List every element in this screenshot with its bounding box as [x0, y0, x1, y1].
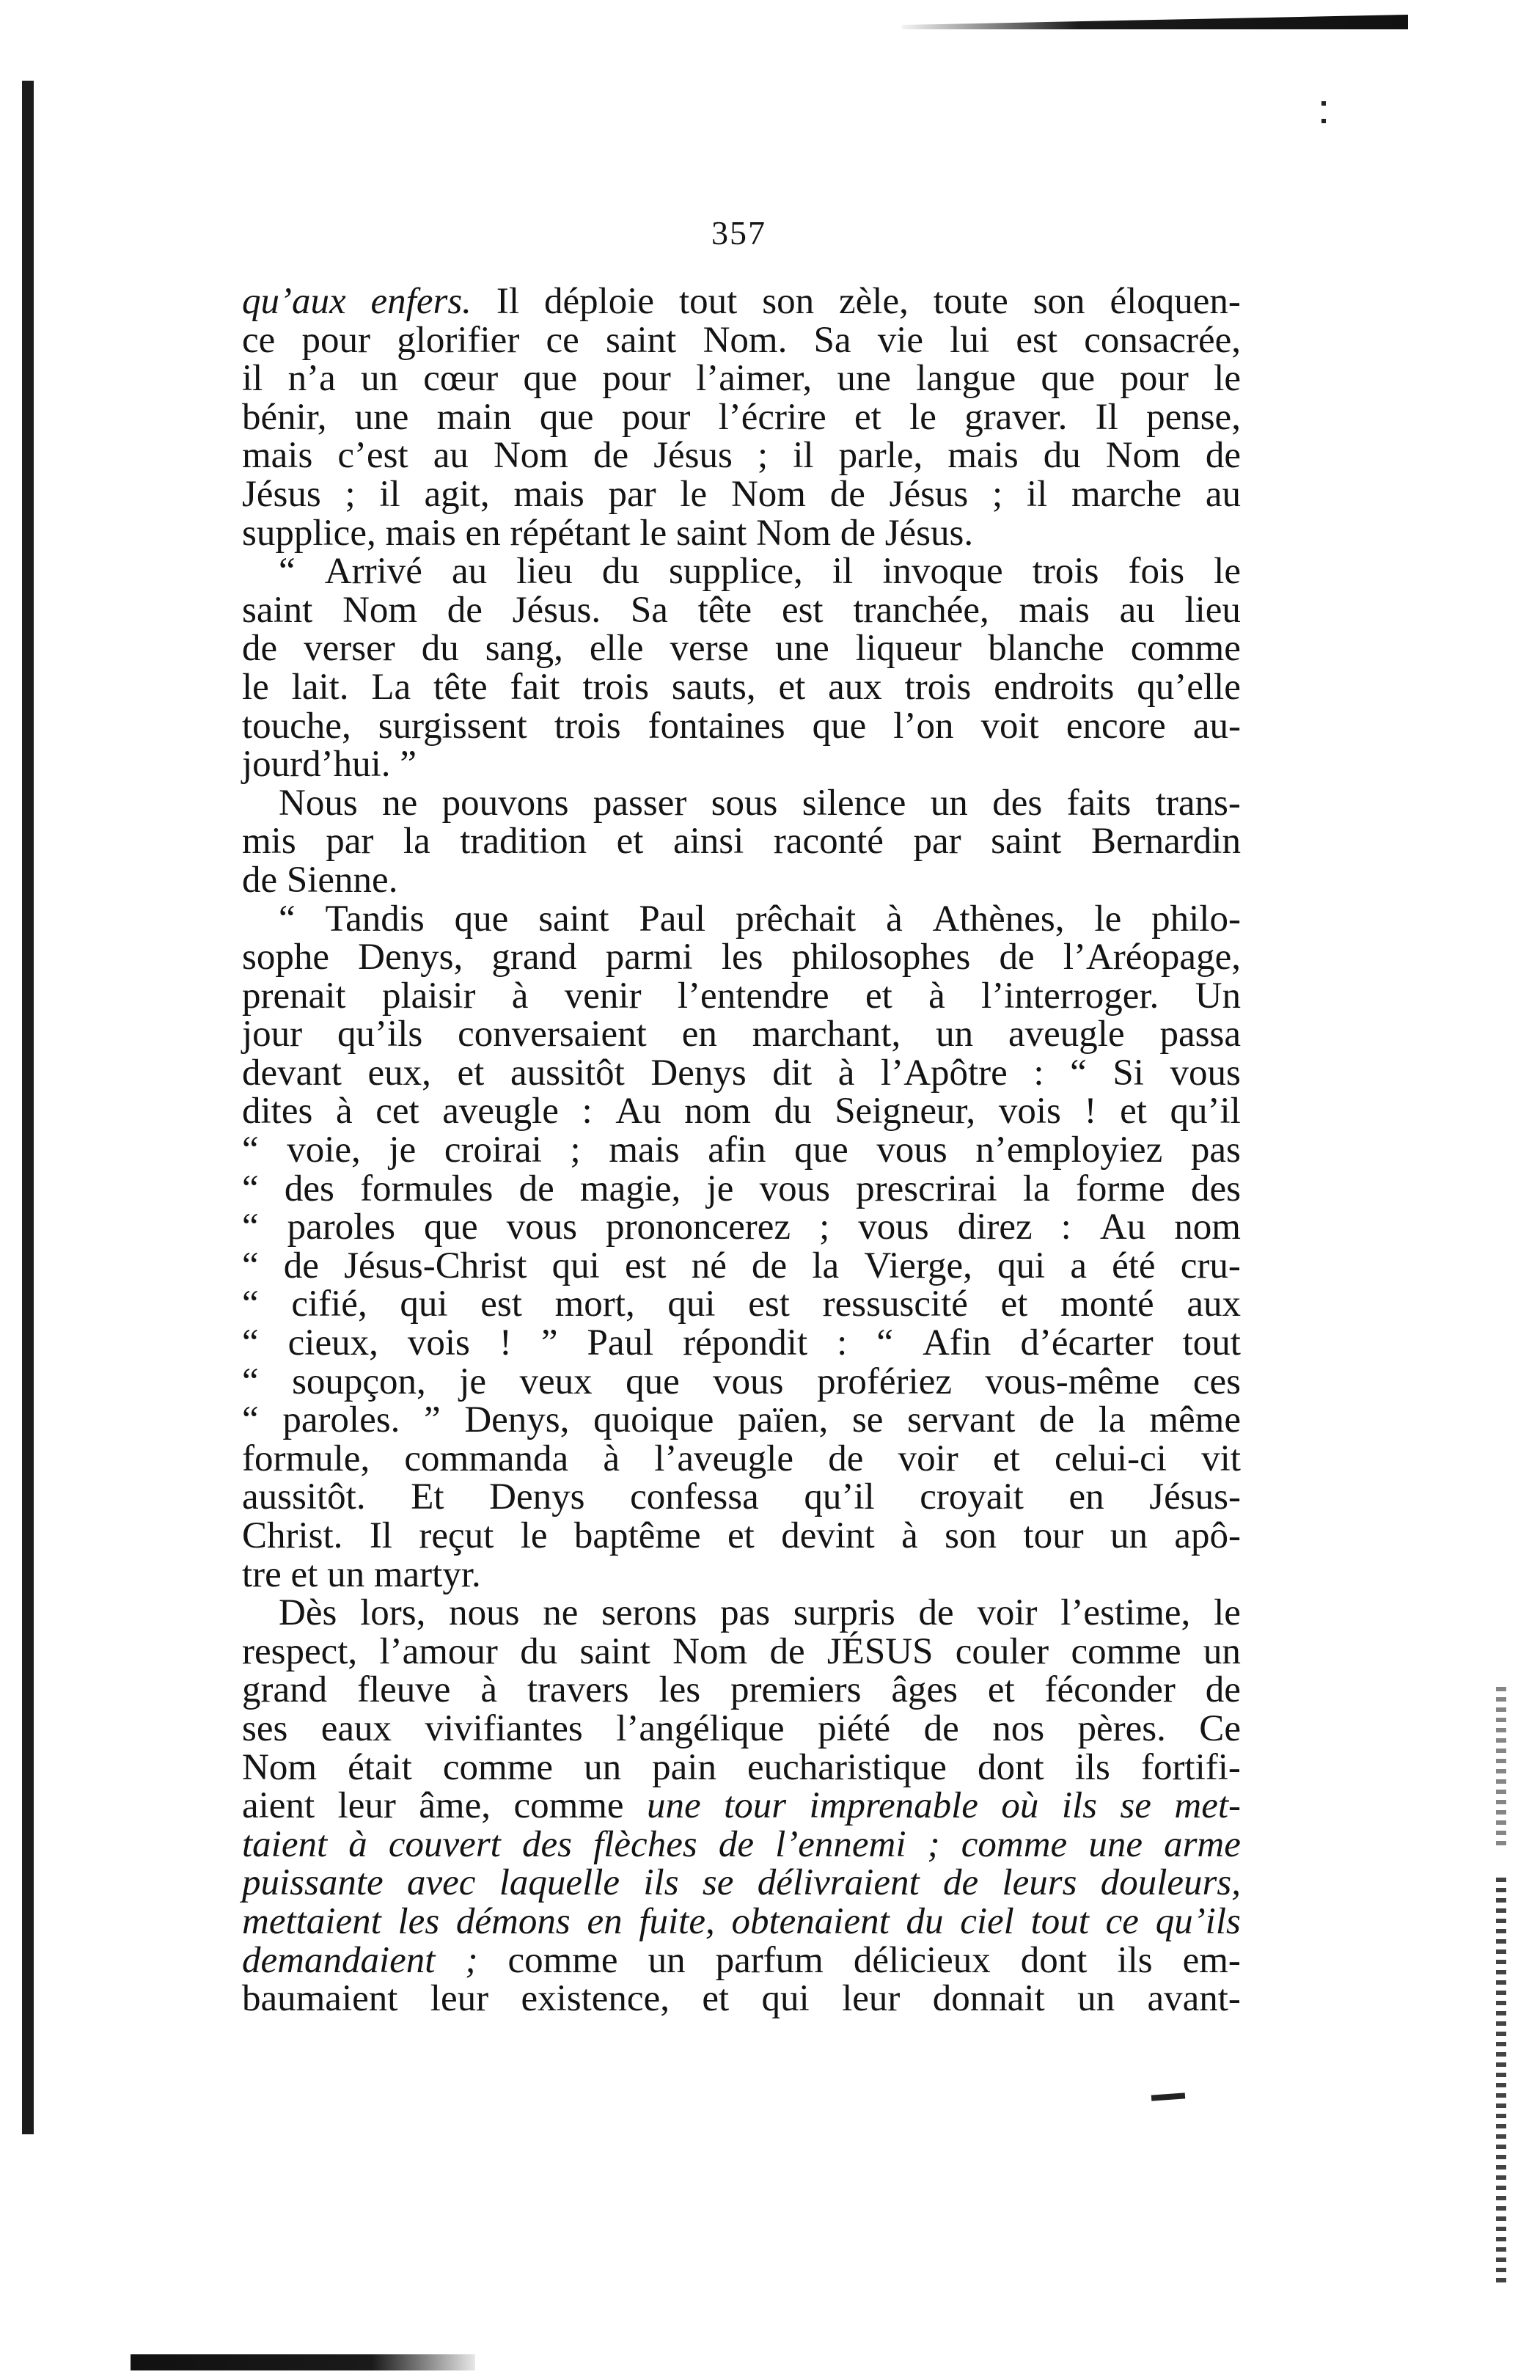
text-line: demandaient ; comme un parfum délicieux dont ils em-: [242, 1939, 1241, 1981]
text-line: Jésus ; il agit, mais par le Nom de Jésus ; il marche au: [242, 473, 1241, 515]
text-line: Dès lors, nous ne serons pas surpris de voir l’estime, le: [279, 1592, 1241, 1634]
text-line: mis par la tradition et ainsi raconté par saint Bernardin: [242, 821, 1241, 863]
text-line: touche, surgissent trois fontaines que l’on voit encore au-: [242, 705, 1241, 747]
scan-speck: [1151, 2092, 1185, 2101]
text-line: “ de Jésus-Christ qui est né de la Vierge, qui a été cru-: [242, 1245, 1241, 1286]
text-line: formule, commanda à l’aveugle de voir et celui-ci vit: [242, 1438, 1241, 1479]
text-line: de verser du sang, elle verse une liqueur blanche comme: [242, 628, 1241, 670]
text-line: ce pour glorifier ce saint Nom. Sa vie lui est consacrée,: [242, 319, 1241, 361]
text-line: “ voie, je croirai ; mais afin que vous n’employiez pas: [242, 1129, 1241, 1171]
text-line: prenait plaisir à venir l’entendre et à l’interroger. Un: [242, 975, 1241, 1017]
text-line: “ soupçon, je veux que vous profériez vous-même ces: [242, 1361, 1241, 1402]
body-text: [242, 282, 1241, 2018]
text-line: le lait. La tête fait trois sauts, et aux trois endroits qu’elle: [242, 666, 1241, 708]
scan-border-bottom: [131, 2354, 475, 2370]
text-line: saint Nom de Jésus. Sa tête est tranchée, mais au lieu: [242, 589, 1241, 631]
text-line: aussitôt. Et Denys confessa qu’il croyait en Jésus-: [242, 1476, 1241, 1518]
text-line: “ Arrivé au lieu du supplice, il invoque trois fois le: [279, 551, 1241, 593]
text-line: tre et un martyr.: [242, 1553, 481, 1595]
text-line: “ paroles que vous prononcerez ; vous direz : Au nom: [242, 1207, 1241, 1248]
page-number: 357: [711, 214, 766, 252]
text-line: puissante avec laquelle ils se délivraient de leurs douleurs,: [242, 1862, 1241, 1904]
text-line: Christ. Il reçut le baptême et devint à son tour un apô-: [242, 1515, 1241, 1556]
text-line: aient leur âme, comme une tour imprenable où ils se met-: [242, 1785, 1241, 1827]
text-line: grand fleuve à travers les premiers âges et féconder de: [242, 1669, 1241, 1711]
scan-edge-speckle: [1496, 1687, 1506, 1848]
text-line: baumaient leur existence, et qui leur donnait un avant-: [242, 1978, 1241, 2020]
text-line: taient à couvert des flèches de l’ennemi ; comme une arme: [242, 1823, 1241, 1865]
scan-border-top: [902, 15, 1408, 29]
text-line: mais c’est au Nom de Jésus ; il parle, mais du Nom de: [242, 435, 1241, 477]
text-line: jour qu’ils conversaient en marchant, un aveugle passa: [242, 1014, 1241, 1055]
text-line: supplice, mais en répétant le saint Nom de Jésus.: [242, 512, 974, 554]
text-line: respect, l’amour du saint Nom de JÉSUS couler comme un: [242, 1630, 1241, 1672]
text-line: qu’aux enfers. Il déploie tout son zèle, toute son éloquen-: [242, 281, 1241, 322]
text-line: dites à cet aveugle : Au nom du Seigneur, vois ! et qu’il: [242, 1091, 1241, 1132]
text-line: “ paroles. ” Denys, quoique païen, se servant de la même: [242, 1399, 1241, 1441]
scan-speck: [1321, 101, 1326, 126]
text-line: bénir, une main que pour l’écrire et le graver. Il pense,: [242, 396, 1241, 438]
text-line: mettaient les démons en fuite, obtenaient du ciel tout ce qu’ils: [242, 1900, 1241, 1942]
text-line: “ Tandis que saint Paul prêchait à Athènes, le philo-: [279, 898, 1241, 940]
text-line: jourd’hui. ”: [242, 744, 417, 786]
text-line: “ des formules de magie, je vous prescrirai la forme des: [242, 1168, 1241, 1209]
text-line: ses eaux vivifiantes l’angélique piété de nos pères. Ce: [242, 1707, 1241, 1749]
text-line: sophe Denys, grand parmi les philosophes de l’Aréopage,: [242, 937, 1241, 978]
text-line: “ cieux, vois ! ” Paul répondit : “ Afin d’écarter tout: [242, 1322, 1241, 1364]
scan-border-left: [22, 81, 34, 2134]
text-line: de Sienne.: [242, 859, 398, 901]
text-line: Nous ne pouvons passer sous silence un des faits trans-: [279, 782, 1241, 824]
text-line: Nom était comme un pain eucharistique dont ils fortifi-: [242, 1746, 1241, 1788]
text-line: il n’a un cœur que pour l’aimer, une langue que pour le: [242, 358, 1241, 400]
text-line: devant eux, et aussitôt Denys dit à l’Apôtre : “ Si vous: [242, 1052, 1241, 1094]
scan-edge-speckle: [1496, 1878, 1506, 2288]
text-line: “ cifié, qui est mort, qui est ressuscité et monté aux: [242, 1284, 1241, 1325]
